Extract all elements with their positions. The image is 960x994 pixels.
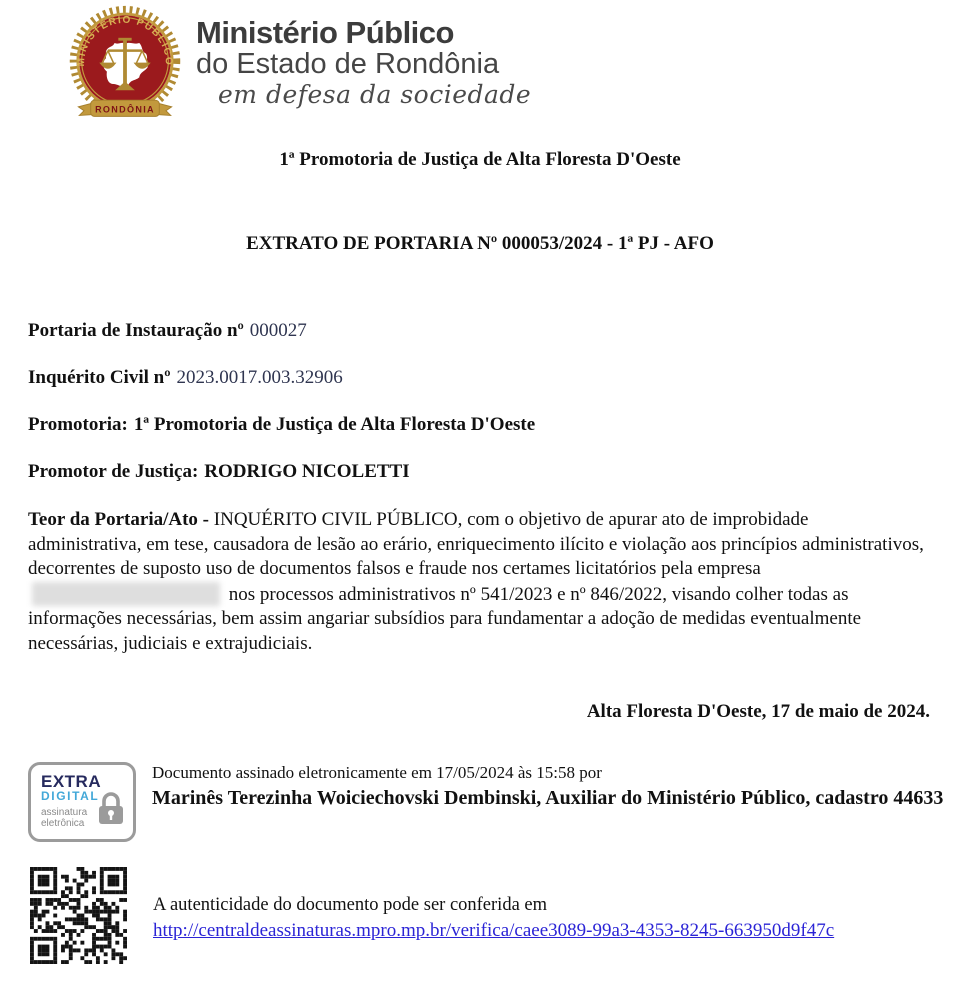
- record-fields: [28, 320, 932, 483]
- verification-link[interactable]: http://centraldeassinaturas.mpro.mp.br/verifica/caee3089-99a3-4353-8245-663950d9f47c: [153, 920, 835, 941]
- field-inquerito-civil: [28, 367, 932, 389]
- extrato-title: EXTRATO DE PORTARIA Nº 000053/2024 - 1ª PJ - AFO: [246, 233, 714, 254]
- field-promotoria-label: Promotoria:: [28, 414, 128, 435]
- org-name-line1: Ministério Público: [196, 15, 454, 50]
- redacted-company-name: [32, 582, 220, 606]
- document-header: [0, 0, 960, 124]
- field-portaria-value: 000027: [249, 320, 307, 341]
- mp-rondonia-seal-icon: [64, 4, 186, 124]
- field-promotoria-value: 1ª Promotoria de Justiça de Alta Floresta D'Oeste: [133, 414, 536, 435]
- field-promotoria: [28, 414, 932, 436]
- signature-block: [28, 762, 960, 842]
- stamp-digital-text: DIGITAL: [41, 789, 100, 803]
- stamp-extra-text: EXTRA: [41, 772, 102, 791]
- field-inquerito-label: Inquérito Civil nº: [28, 367, 171, 388]
- verification-block: [30, 867, 960, 964]
- org-name-line2: do Estado de Rondônia: [196, 48, 500, 80]
- field-portaria-numero: [28, 320, 932, 342]
- qr-code: [30, 867, 127, 964]
- stamp-assinatura-text: assinatura eletrônica: [41, 807, 88, 829]
- teor-text-before: INQUÉRITO CIVIL PÚBLICO, com o objetivo de apurar ato de improbidade administrativa, em tese, causadora de lesão ao erário, enriquecimento ilícito e violação aos princípios administrativos, decorrentes de suposto uso de documentos falsos e fraude nos certames licitatórios pela empresa: [28, 509, 924, 579]
- authenticity-line: A autenticidade do documento pode ser conferida em: [153, 895, 548, 915]
- verification-text: [153, 867, 834, 943]
- org-tagline: em defesa da sociedade: [218, 80, 532, 109]
- teor-text-after: nos processos administrativos nº 541/2023 e nº 846/2022, visando colher todas as informações necessárias, bem assim angariar subsídios para fundamentar a adoção de medidas eventualmente necessárias, judiciais e extrajudiciais.: [28, 583, 862, 654]
- signature-text: [152, 762, 943, 812]
- seal-banner-text: RONDÔNIA: [95, 104, 155, 115]
- teor-label: Teor da Portaria/Ato -: [28, 509, 210, 530]
- field-promotor-label: Promotor de Justiça:: [28, 461, 199, 482]
- place-date-line: Alta Floresta D'Oeste, 17 de maio de 2024.: [586, 701, 930, 722]
- teor-paragraph: [28, 508, 926, 656]
- signed-electronically-line: Documento assinado eletronicamente em 17/05/2024 às 15:58 por: [152, 763, 602, 782]
- field-portaria-label: Portaria de Instauração nº: [28, 320, 244, 341]
- field-promotor-value: RODRIGO NICOLETTI: [204, 461, 410, 482]
- extra-digital-stamp: [28, 762, 136, 842]
- field-inquerito-value: 2023.0017.003.32906: [176, 367, 343, 388]
- padlock-icon: [95, 791, 127, 827]
- field-promotor: [28, 461, 932, 483]
- seal-banner: [78, 100, 171, 116]
- promotoria-title: 1ª Promotoria de Justiça de Alta Floresta D'Oeste: [279, 149, 681, 170]
- org-name-block: [196, 4, 531, 124]
- seal-arc-text: MINISTÉRIO PÚBLICO: [75, 14, 175, 67]
- signer-name: Marinês Terezinha Woiciechovski Dembinski, Auxiliar do Ministério Público, cadastro 44633: [152, 787, 944, 809]
